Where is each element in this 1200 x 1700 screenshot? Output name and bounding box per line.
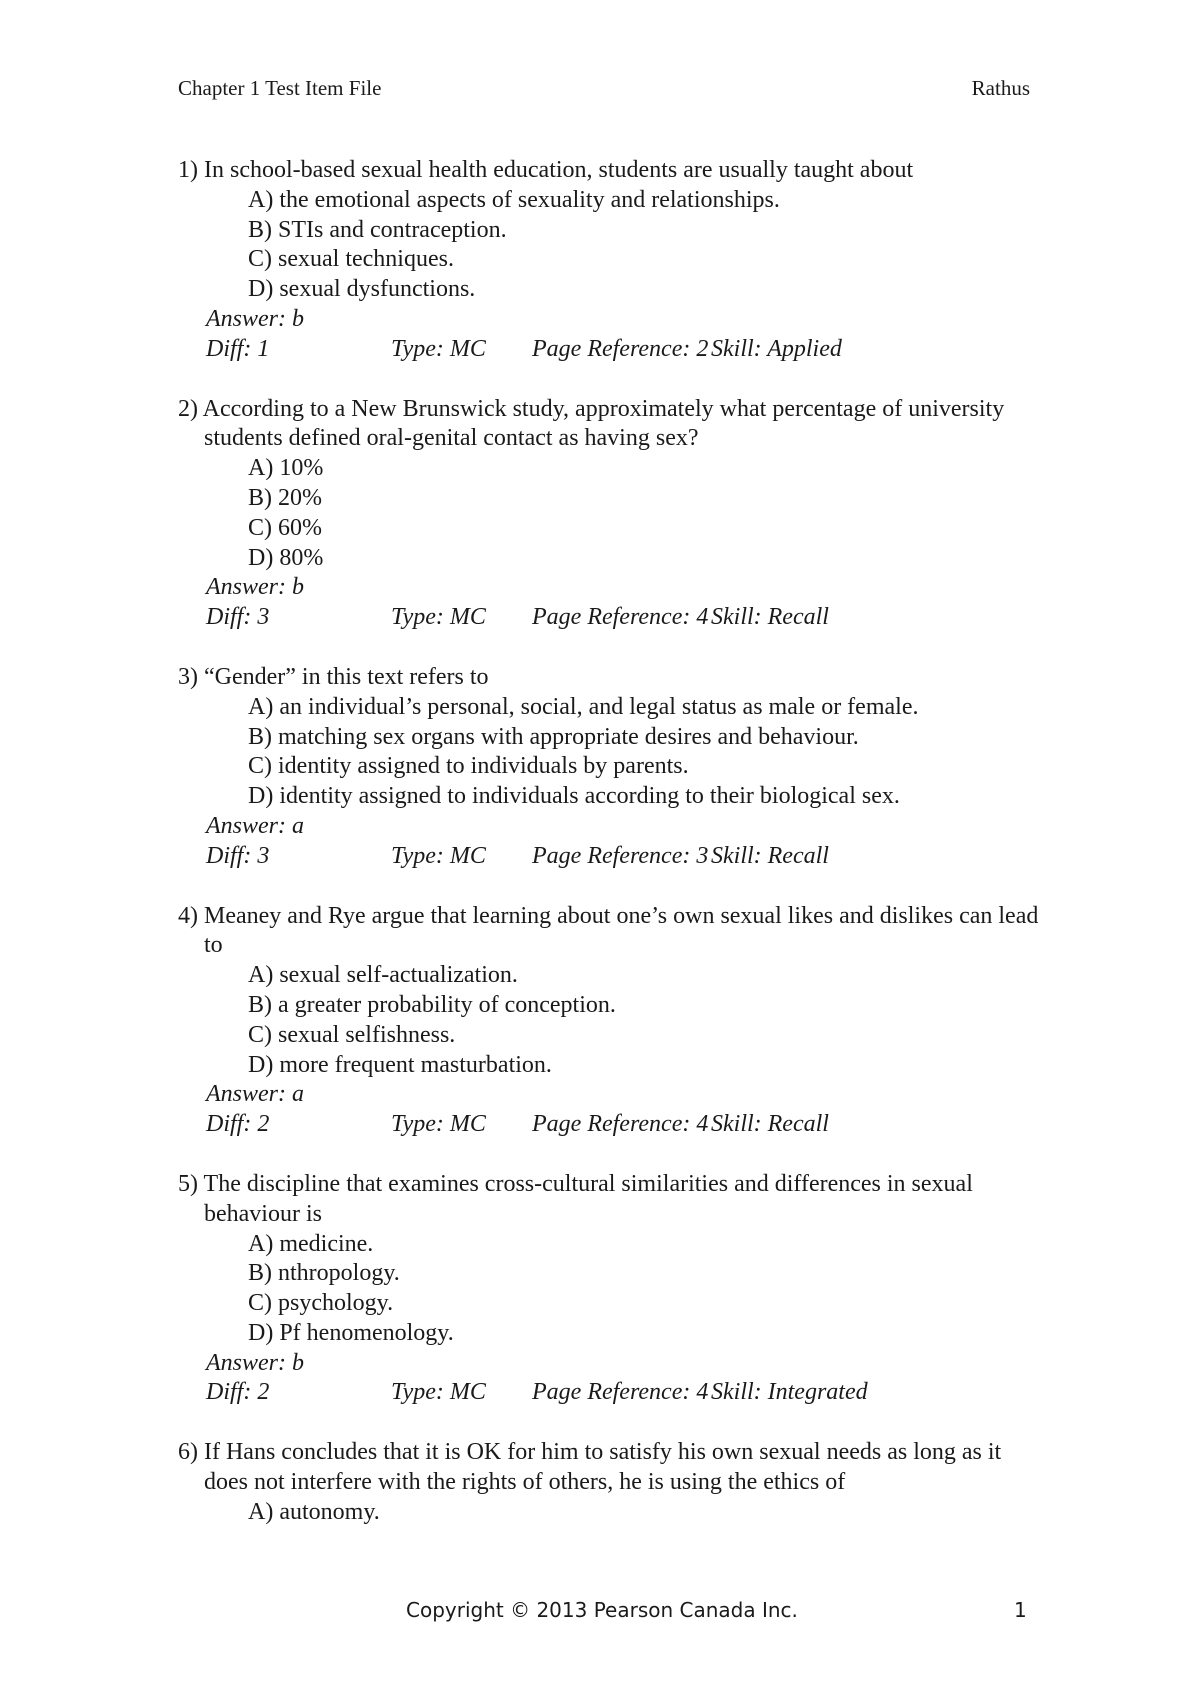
- difficulty: Diff: 2: [206, 1379, 270, 1406]
- option-a: A) an individual’s personal, social, and legal status as male or female.: [248, 693, 919, 720]
- meta-row: [206, 335, 1040, 365]
- page-reference: Page Reference: 4: [532, 1379, 709, 1406]
- option-b: B) nthropology.: [248, 1260, 400, 1287]
- answer-key: Answer: b: [206, 305, 304, 332]
- page-reference: Page Reference: 4: [532, 1111, 709, 1138]
- difficulty: Diff: 1: [206, 335, 270, 362]
- question-3: [178, 663, 1040, 872]
- question-meta: [178, 812, 1040, 872]
- option-list: [178, 1498, 1040, 1528]
- question-stem: 1) In school-based sexual health education, students are usually taught about: [178, 157, 914, 183]
- option-a: A) 10%: [248, 455, 324, 482]
- difficulty: Diff: 2: [206, 1111, 270, 1138]
- copyright-notice: Copyright © 2013 Pearson Canada Inc.: [406, 1598, 798, 1622]
- question-meta: [178, 305, 1040, 365]
- option-d: D) 80%: [248, 544, 324, 571]
- question-list: [178, 156, 1040, 1558]
- skill: Skill: Recall: [711, 604, 829, 631]
- option-list: [178, 693, 1040, 812]
- question-2: [178, 395, 1040, 633]
- question-type: Type: MC: [391, 335, 486, 362]
- option-list: [178, 961, 1040, 1080]
- question-type: Type: MC: [391, 604, 486, 631]
- question-stem: 2) According to a New Brunswick study, approximately what percentage of university students defined oral-genital contact as having sex?: [178, 395, 1005, 452]
- option-a: A) medicine.: [248, 1230, 374, 1257]
- meta-row: [206, 603, 1040, 633]
- difficulty: Diff: 3: [206, 604, 270, 631]
- option-b: B) a greater probability of conception.: [248, 991, 616, 1018]
- option-d: D) identity assigned to individuals according to their biological sex.: [248, 783, 900, 810]
- skill: Skill: Applied: [711, 335, 842, 362]
- option-b: B) STIs and contraception.: [248, 216, 507, 243]
- question-1: [178, 156, 1040, 365]
- skill: Skill: Recall: [711, 842, 829, 869]
- answer-key: Answer: b: [206, 1349, 304, 1376]
- question-stem: 4) Meaney and Rye argue that learning about one’s own sexual likes and dislikes can lead to: [178, 902, 1039, 959]
- option-d: D) more frequent masturbation.: [248, 1051, 552, 1078]
- page-header: [178, 76, 1030, 106]
- option-c: C) psychology.: [248, 1290, 394, 1317]
- question-stem: 5) The discipline that examines cross-cultural similarities and differences in sexual behaviour is: [178, 1170, 973, 1227]
- option-c: C) identity assigned to individuals by parents.: [248, 753, 689, 780]
- option-c: C) sexual selfishness.: [248, 1021, 456, 1048]
- option-c: C) 60%: [248, 514, 322, 541]
- page-footer: [0, 1598, 1200, 1628]
- option-d: D) sexual dysfunctions.: [248, 276, 476, 303]
- option-c: C) sexual techniques.: [248, 246, 454, 273]
- question-type: Type: MC: [391, 1111, 486, 1138]
- option-a: A) the emotional aspects of sexuality and relationships.: [248, 186, 780, 213]
- header-author: Rathus: [971, 76, 1030, 100]
- skill: Skill: Integrated: [711, 1379, 868, 1406]
- skill: Skill: Recall: [711, 1111, 829, 1138]
- question-stem: 6) If Hans concludes that it is OK for him to satisfy his own sexual needs as long as it does not interfere with the rights of others, he is using the ethics of: [178, 1439, 1002, 1496]
- question-5: [178, 1170, 1040, 1408]
- question-6: [178, 1438, 1040, 1527]
- meta-row: [206, 1378, 1040, 1408]
- header-chapter-title: Chapter 1 Test Item File: [178, 76, 382, 100]
- option-list: [178, 1230, 1040, 1349]
- meta-row: [206, 1110, 1040, 1140]
- option-list: [178, 454, 1040, 573]
- question-meta: [178, 1349, 1040, 1409]
- option-a: A) sexual self-actualization.: [248, 962, 518, 989]
- meta-row: [206, 842, 1040, 872]
- question-meta: [178, 1080, 1040, 1140]
- question-meta: [178, 573, 1040, 633]
- difficulty: Diff: 3: [206, 842, 270, 869]
- answer-key: Answer: a: [206, 1081, 304, 1108]
- question-type: Type: MC: [391, 1379, 486, 1406]
- question-stem: 3) “Gender” in this text refers to: [178, 663, 489, 690]
- page-reference: Page Reference: 2: [532, 335, 709, 362]
- page-number: 1: [1014, 1598, 1027, 1622]
- option-list: [178, 186, 1040, 305]
- page-reference: Page Reference: 3: [532, 842, 709, 869]
- page-reference: Page Reference: 4: [532, 604, 709, 631]
- question-4: [178, 902, 1040, 1140]
- option-b: B) matching sex organs with appropriate desires and behaviour.: [248, 723, 859, 750]
- answer-key: Answer: a: [206, 812, 304, 839]
- answer-key: Answer: b: [206, 574, 304, 601]
- option-b: B) 20%: [248, 484, 322, 511]
- option-a: A) autonomy.: [248, 1498, 380, 1525]
- question-type: Type: MC: [391, 842, 486, 869]
- option-d: D) Pf henomenology.: [248, 1319, 454, 1346]
